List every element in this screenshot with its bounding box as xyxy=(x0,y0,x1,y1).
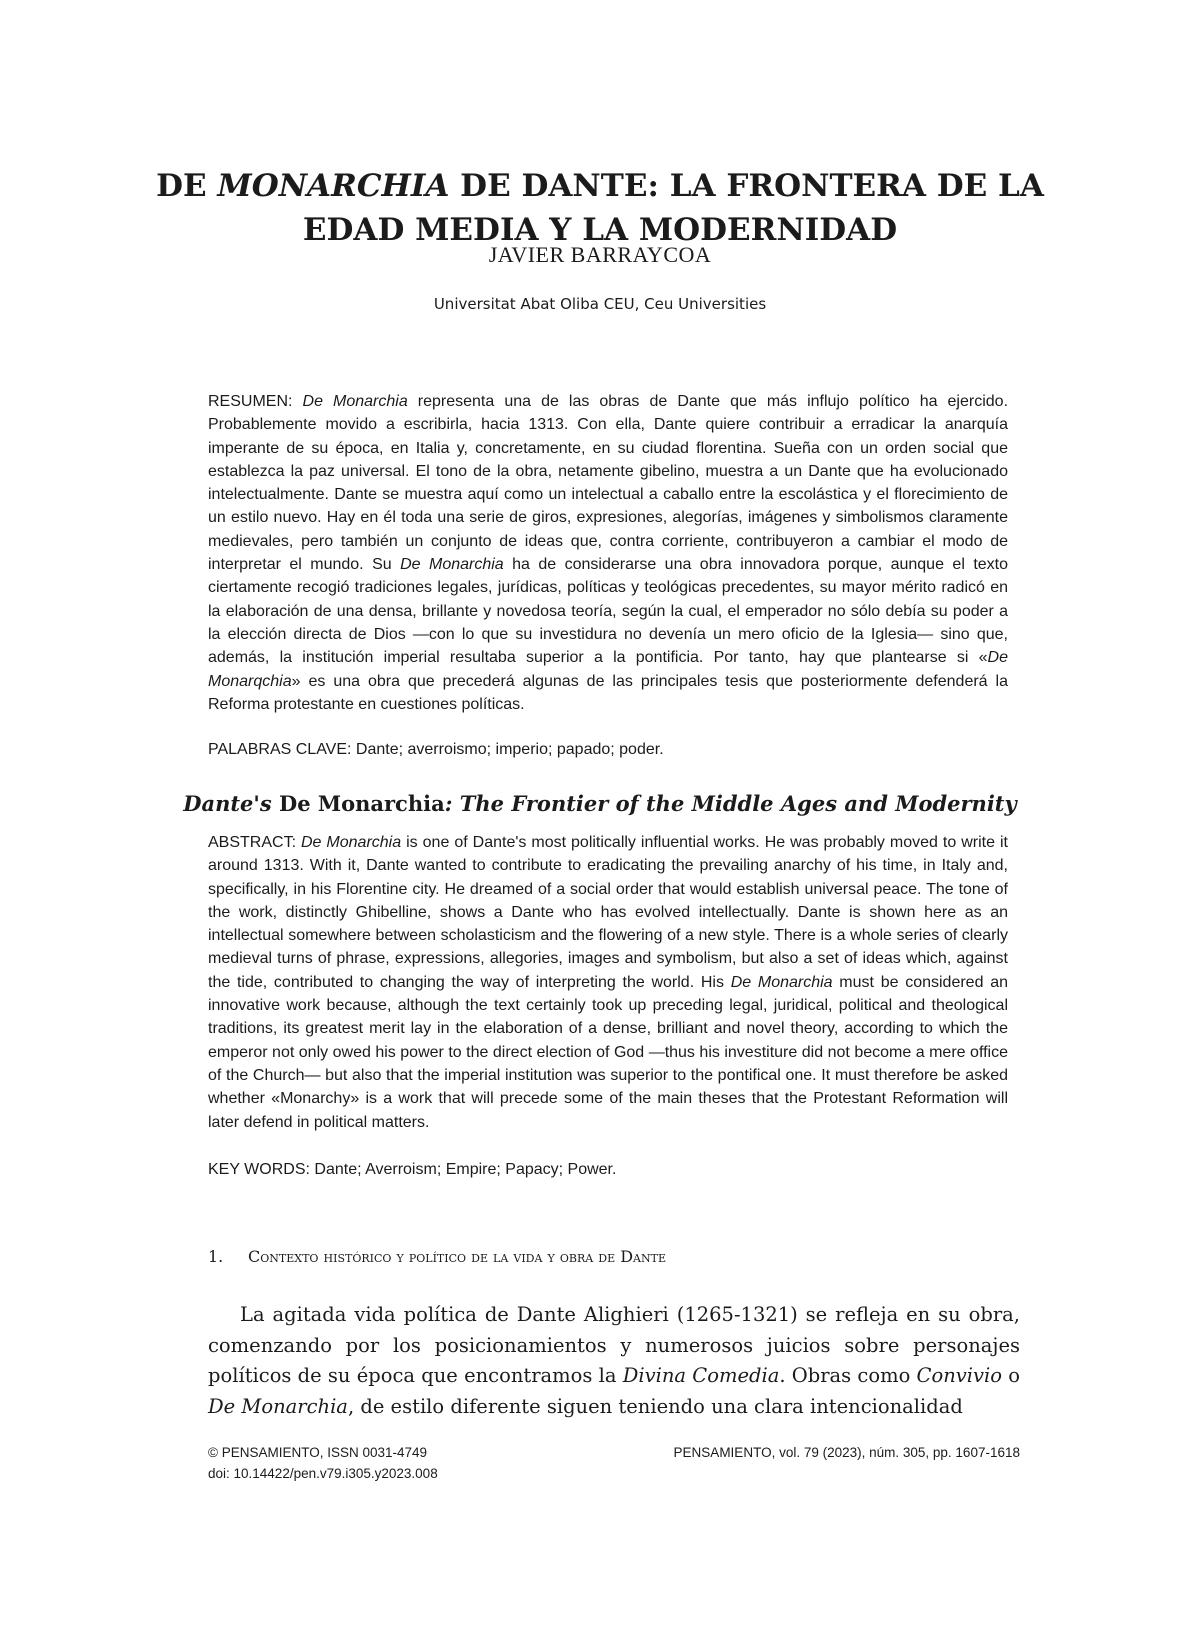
footer-left xyxy=(208,1442,438,1484)
article-title xyxy=(100,164,1100,252)
english-title-part1: Dante's xyxy=(183,791,279,816)
body-text-2: . Obras como xyxy=(779,1364,917,1387)
body-text-3: o xyxy=(1002,1364,1020,1387)
section-number: 1. xyxy=(208,1247,224,1266)
footer-citation: PENSAMIENTO, vol. 79 (2023), núm. 305, pp. 1607-1618 xyxy=(673,1445,1020,1460)
body-text-1: La agitada vida política de Dante Alighieri (1265-1321) se refleja en su obra, comenzando por los posicionamientos y numerosos juicios sobre personajes políticos de su época que encontramos la xyxy=(208,1303,1020,1387)
resumen-text-3: » es una obra que precederá algunas de las principales tesis que posteriormente defenderá la Reforma protestante en cuestiones políticas. xyxy=(208,672,1008,713)
abstract-paragraph xyxy=(208,831,1008,1134)
body-italic-2: Convivio xyxy=(916,1364,1003,1387)
footer-right xyxy=(674,1442,1020,1463)
footer-doi: doi: 10.14422/pen.v79.i305.y2023.008 xyxy=(208,1466,438,1481)
resumen-text-1: representa una de las obras de Dante que más influjo político ha ejercido. Probablemente movido a escribirla, hacia 1313. Con ella, Dante quiere contribuir a erradicar la anarquía imperante de su época, en Italia y, concretamente, en su ciudad florentina. Sueña con un orden social que establezca la paz universal. El tono de la obra, netamente gibelino, muestra a un Dante que ha evolucionado intelectualmente. Dante se muestra aquí como un intelectual a caballo entre la escolástica y el florecimiento de un estilo nuevo. Hay en él toda una serie de giros, expresiones, alegorías, imágenes y simbolismos claramente medievales, pero también un conjunto de ideas que, contra corriente, contribuyeron a cambiar el modo de interpretar el mundo. Su xyxy=(208,393,1009,574)
english-title xyxy=(100,790,1100,818)
author-affiliation: Universitat Abat Oliba CEU, Ceu Universities xyxy=(433,295,767,313)
body-text-4: , de estilo diferente siguen teniendo una clara intencionalidad xyxy=(347,1394,963,1418)
abstract-italic-1: De Monarchia xyxy=(301,834,402,851)
abstract-text-1: is one of Dante's most politically influential works. He was probably moved to write it around 1313. With it, Dante wanted to contribute to eradicating the prevailing anarchy of his time, in Italy and, specifically, in his Florentine city. He dreamed of a social order that would establish universal peace. The tone of the work, distinctly Ghibelline, shows a Dante who has evolved intellectually. Dante is shown here as an intellectual somewhere between scholasticism and the flowering of a new style. There is a whole series of clearly medieval turns of phrase, expressions, allegories, images and symbolism, but also a set of ideas which, against the tide, contributed to changing the way of interpreting the world. His xyxy=(208,834,1008,991)
english-title-part3: : The Frontier of the Middle Ages and Modernity xyxy=(444,791,1017,816)
section-heading xyxy=(208,1246,666,1268)
resumen-text-2: ha de considerarse una obra innovadora porque, aunque el texto ciertamente recogió tradiciones legales, jurídicas, políticas y teológicas precedentes, su mayor mérito radicó en la elaboración de una densa, brillante y novedosa teoría, según la cual, el emperador no sólo debía su poder a la elección directa de Dios —con lo que su investidura no devenía un mero oficio de la Iglesia— sino que, además, la institución imperial resultaba superior a la pontificia. Por tanto, hay que plantearse si « xyxy=(208,556,1009,667)
title-prefix: DE xyxy=(156,168,218,204)
abstract-label: ABSTRACT: xyxy=(208,834,301,851)
footer-copyright: © PENSAMIENTO, ISSN 0031-4749 xyxy=(208,1445,428,1460)
resumen-italic-3: De Monarqchia xyxy=(208,649,1008,690)
resumen-paragraph xyxy=(208,390,1008,716)
key-words: KEY WORDS: Dante; Averroism; Empire; Papacy; Power. xyxy=(208,1161,617,1178)
title-italic: MONARCHIA xyxy=(217,168,450,204)
title-suffix: DE DANTE: LA FRONTERA DE LA EDAD MEDIA Y LA MODERNIDAD xyxy=(302,168,1044,248)
section-title: Contexto histórico y político de la vida y obra de Dante xyxy=(248,1247,666,1266)
body-italic-3: De Monarchia xyxy=(208,1394,348,1418)
abstract-text-2: must be considered an innovative work because, although the text certainly took up preceding legal, juridical, political and theological traditions, its greatest merit lay in the elaboration of a dense, brilliant and novel theory, according to which the emperor not only owed his power to the direct election of God —thus his investiture did not become a mere office of the Church— but also that the imperial institution was superior to the pontifical one. It must therefore be asked whether «Monarchy» is a work that will precede some of the main theses that the Protestant Reformation will later defend in political matters. xyxy=(208,973,1008,1131)
resumen-italic-1: De Monarchia xyxy=(302,393,408,410)
body-italic-1: Divina Comedia xyxy=(622,1364,780,1387)
palabras-clave: PALABRAS CLAVE: Dante; averroismo; imperio; papado; poder. xyxy=(208,741,664,758)
body-paragraph xyxy=(208,1300,1020,1422)
resumen-label: RESUMEN: xyxy=(208,393,303,410)
author-name: JAVIER BARRAYCOA xyxy=(488,242,712,267)
english-title-part2: De Monarchia xyxy=(278,791,445,816)
resumen-italic-2: De Monarchia xyxy=(400,556,504,574)
abstract-italic-2: De Monarchia xyxy=(730,973,833,991)
